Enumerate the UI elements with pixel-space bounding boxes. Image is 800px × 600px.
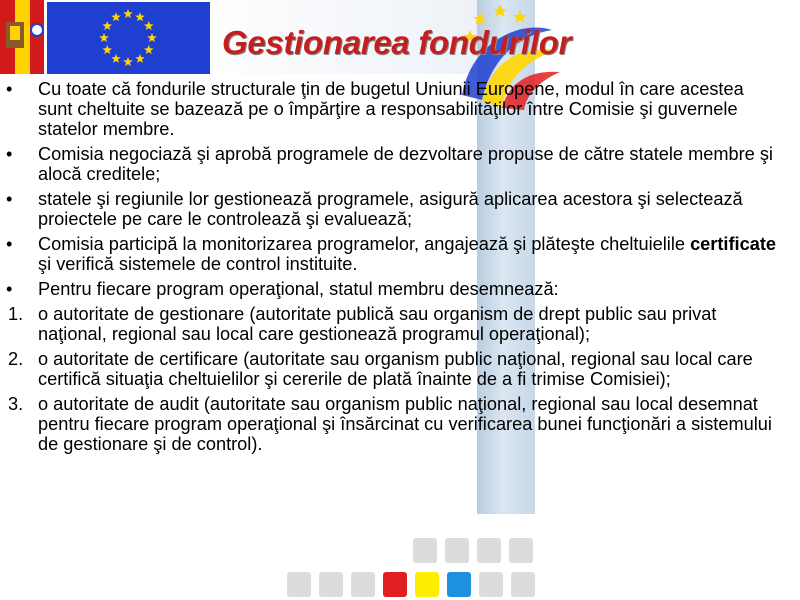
decorative-square [509,538,533,563]
eu-star-icon [123,9,133,18]
eu-star-icon [135,54,145,63]
bullet-marker: • [6,189,13,209]
eu-flag-icon [47,2,210,74]
decorative-square [447,572,471,597]
numbered-item [0,394,780,454]
moldova-flag-icon [0,0,44,74]
decorative-square [351,572,375,597]
bullet-item [0,189,780,229]
decorative-square [445,538,469,563]
eu-star-icon [102,21,112,30]
bullet-item [0,79,780,139]
bullet-text-part: Comisia participă la monitorizarea programelor, angajează şi plăteşte cheltuielile [38,234,691,254]
slide-body [0,79,780,459]
bullet-text-part: şi verifică sistemele de control instituite. [38,254,358,274]
eu-star-icon [111,12,121,21]
bullet-marker: • [6,279,13,299]
bullet-text-bold: certificate [690,234,776,254]
eu-flag-stars [99,9,157,66]
eu-star-icon [144,21,154,30]
decorative-square [415,572,439,597]
decorative-square [413,538,437,563]
decorative-square [511,572,535,597]
number-marker: 3. [8,394,24,414]
eu-star-icon [99,33,109,42]
eu-star-icon [147,33,157,42]
decorative-square [319,572,343,597]
numbered-item [0,304,780,344]
bullet-text: Pentru fiecare program operaţional, statul membru desemnează: [38,279,559,299]
bullet-marker: • [6,234,13,254]
numbered-text: o autoritate de gestionare (autoritate publică sau organism de drept public sau privat naţional, regional sau local care gestionează programul operaţional); [38,304,717,344]
numbered-text: o autoritate de certificare (autoritate sau organism public naţional, regional sau local care certifică situaţia cheltuielilor şi cererile de plată înainte de a fi trimise Comisiei); [38,349,753,389]
bullet-text: Comisia negociază şi aprobă programele de dezvoltare propuse de către statele membre şi alocă creditele; [38,144,773,184]
bullet-text: statele şi regiunile lor gestionează programele, asigură aplicarea acestora şi selectează proiectele pe care le controlează şi evaluează; [38,189,743,229]
bullet-text [38,234,780,274]
number-marker: 2. [8,349,24,369]
decorative-square [287,572,311,597]
eu-star-icon [123,57,133,66]
eu-star-icon [144,45,154,54]
bullet-text: Cu toate că fondurile structurale ţin de bugetul Uniunii Europene, modul în care acestea sunt cheltuite se bazează pe o împărţire a responsabilităţilor între Comisie şi guvernele statelor membre. [38,79,744,139]
eu-star-icon [135,12,145,21]
decorative-square [383,572,407,597]
bullet-item [0,144,780,184]
slide-title: Gestionarea fondurilor [222,24,572,61]
decorative-square [479,572,503,597]
numbered-item [0,349,780,389]
bullet-item [0,279,780,299]
bullet-item [0,234,780,274]
decorative-square [477,538,501,563]
eu-star-icon [102,45,112,54]
number-marker: 1. [8,304,24,324]
bullet-marker: • [6,79,13,99]
eu-star-icon [111,54,121,63]
bullet-marker: • [6,144,13,164]
numbered-text: o autoritate de audit (autoritate sau organism public naţional, regional sau local desemnat pentru fiecare program operaţional şi însărcinat cu verificarea bunei funcţionări a sistemului de gestionare şi de control). [38,394,772,454]
